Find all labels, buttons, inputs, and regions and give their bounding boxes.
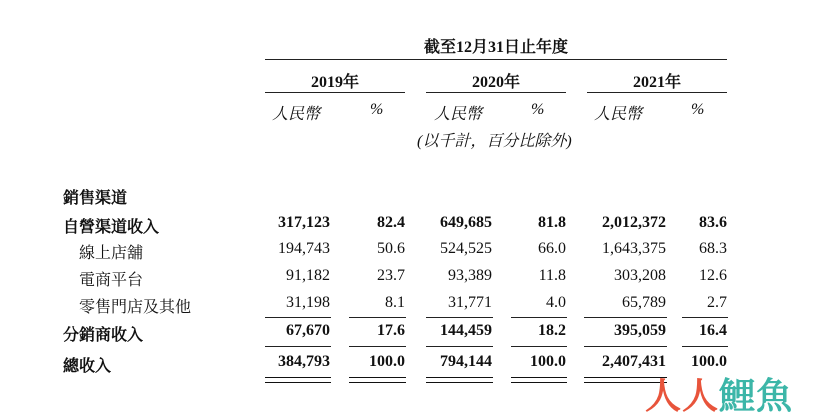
cell-pct-2020: 81.8 xyxy=(538,214,566,231)
cell-rmb-2021: 1,643,375 xyxy=(602,240,666,257)
cell-pct-2021: 12.6 xyxy=(699,267,727,284)
year-2021: 2021年 xyxy=(632,74,681,91)
period-underline xyxy=(265,59,727,60)
watermark-part-b: 鯉魚 xyxy=(719,376,794,417)
total-double-rule xyxy=(511,377,567,383)
cell-pct-2021: 100.0 xyxy=(691,353,727,370)
subtotal-rule xyxy=(426,317,493,318)
year-2020-underline xyxy=(426,92,566,93)
subtotal-rule xyxy=(265,317,331,318)
cell-rmb-2020: 31,771 xyxy=(448,294,492,311)
cell-rmb-2019: 67,670 xyxy=(286,322,330,339)
cell-rmb-2019: 91,182 xyxy=(286,267,330,284)
cell-pct-2019: 50.6 xyxy=(377,240,405,257)
row-label: 銷售渠道 xyxy=(63,190,128,207)
row-label: 自營渠道收入 xyxy=(63,219,160,236)
year-2019-underline xyxy=(265,92,405,93)
year-2021-underline xyxy=(587,92,727,93)
total-double-rule xyxy=(349,377,406,383)
percent-label-2019: % xyxy=(370,101,384,118)
percent-label-2020: % xyxy=(531,101,545,118)
cell-rmb-2019: 317,123 xyxy=(278,214,330,231)
cell-pct-2020: 11.8 xyxy=(538,267,566,284)
cell-pct-2021: 16.4 xyxy=(699,322,727,339)
row-label: 零售門店及其他 xyxy=(79,299,192,316)
cell-pct-2020: 4.0 xyxy=(546,294,566,311)
subtotal-rule xyxy=(584,317,667,318)
cell-rmb-2019: 384,793 xyxy=(278,353,330,370)
watermark-logo xyxy=(645,368,793,419)
cell-pct-2019: 8.1 xyxy=(385,294,405,311)
cell-rmb-2020: 144,459 xyxy=(440,322,492,339)
currency-label-2020: 人民幣 xyxy=(434,106,483,123)
total-rule xyxy=(265,346,331,347)
row-label: 電商平台 xyxy=(79,272,144,289)
total-double-rule xyxy=(426,377,493,383)
cell-pct-2019: 100.0 xyxy=(369,353,405,370)
total-rule xyxy=(511,346,567,347)
row-label: 總收入 xyxy=(63,358,112,375)
subtotal-rule xyxy=(511,317,567,318)
cell-rmb-2021: 2,012,372 xyxy=(602,214,666,231)
total-rule xyxy=(682,346,728,347)
cell-pct-2020: 18.2 xyxy=(538,322,566,339)
cell-rmb-2019: 194,743 xyxy=(278,240,330,257)
cell-rmb-2019: 31,198 xyxy=(286,294,330,311)
year-2020: 2020年 xyxy=(471,74,520,91)
cell-pct-2021: 2.7 xyxy=(707,294,727,311)
currency-label-2021: 人民幣 xyxy=(594,106,643,123)
year-2019: 2019年 xyxy=(310,74,359,91)
row-label: 分銷商收入 xyxy=(63,327,144,344)
currency-label-2019: 人民幣 xyxy=(272,106,321,123)
cell-pct-2019: 23.7 xyxy=(377,267,405,284)
cell-rmb-2020: 649,685 xyxy=(440,214,492,231)
cell-rmb-2021: 395,059 xyxy=(614,322,666,339)
cell-pct-2020: 66.0 xyxy=(538,240,566,257)
row-label: 線上店舖 xyxy=(79,245,144,262)
total-rule xyxy=(584,346,667,347)
cell-rmb-2020: 524,525 xyxy=(440,240,492,257)
percent-label-2021: % xyxy=(691,101,705,118)
total-rule xyxy=(426,346,493,347)
total-double-rule xyxy=(265,377,331,383)
total-rule xyxy=(349,346,406,347)
subtotal-rule xyxy=(349,317,406,318)
period-header: 截至12月31日止年度 xyxy=(423,39,568,56)
cell-pct-2019: 17.6 xyxy=(377,322,405,339)
unit-note: (以千計，百分比除外) xyxy=(417,133,572,150)
cell-pct-2021: 83.6 xyxy=(699,214,727,231)
cell-rmb-2020: 93,389 xyxy=(448,267,492,284)
cell-rmb-2020: 794,144 xyxy=(440,353,492,370)
cell-pct-2020: 100.0 xyxy=(530,353,566,370)
cell-rmb-2021: 303,208 xyxy=(614,267,666,284)
subtotal-rule xyxy=(682,317,728,318)
cell-rmb-2021: 2,407,431 xyxy=(602,353,666,370)
cell-pct-2019: 82.4 xyxy=(377,214,405,231)
cell-rmb-2021: 65,789 xyxy=(622,294,666,311)
watermark-part-a: 人人 xyxy=(645,376,720,417)
cell-pct-2021: 68.3 xyxy=(699,240,727,257)
